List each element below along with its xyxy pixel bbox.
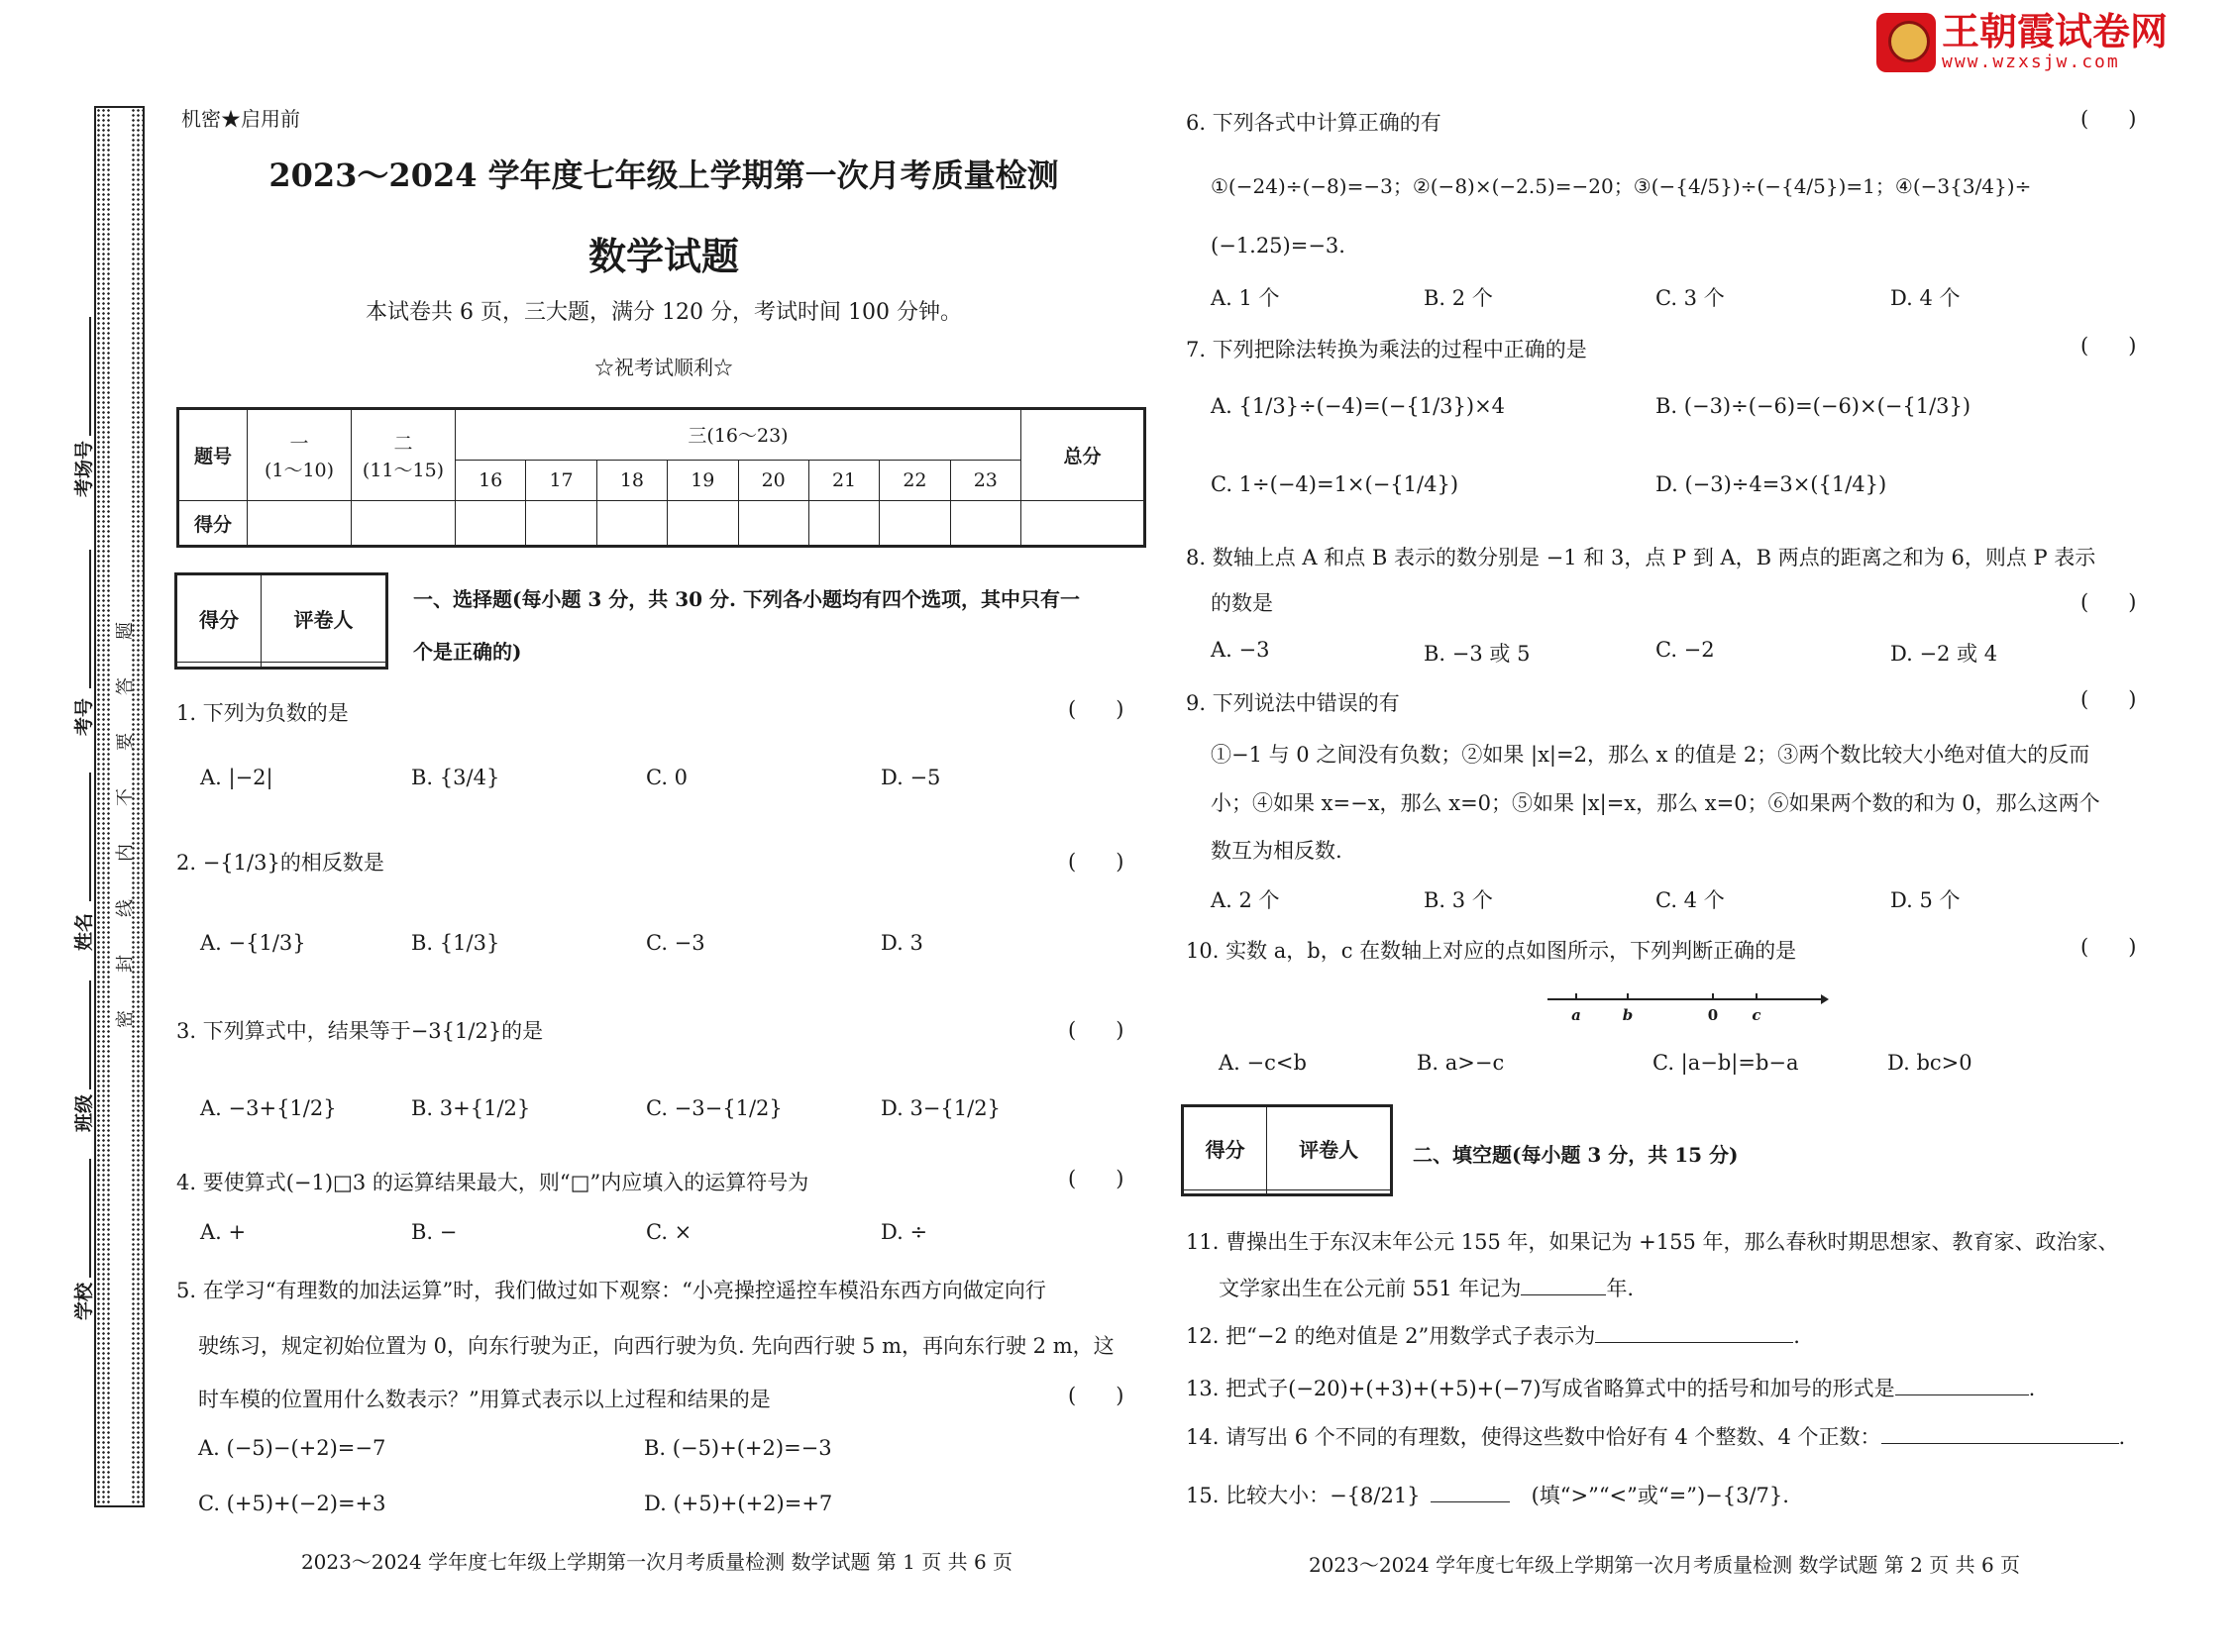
exam-title: 2023～2024 学年度七年级上学期第一次月考质量检测 xyxy=(268,156,1059,194)
score-cell[interactable] xyxy=(738,501,808,547)
q7-option-c: C. 1÷(−4)=1×(−{1/4}) xyxy=(1211,472,1459,496)
grader-box-section1 xyxy=(174,572,388,670)
q4-option-a: A. + xyxy=(200,1220,247,1244)
q5-answer-paren[interactable]: ( ) xyxy=(1068,1384,1124,1407)
tick-c xyxy=(1756,993,1758,999)
tick-zero xyxy=(1712,993,1714,999)
q6-option-a: A. 1 个 xyxy=(1211,286,1280,310)
q9-statements-line2: 小；④如果 x=−x，那么 x=0；⑤如果 |x|=x，那么 x=0；⑥如果两个数的和为 0，那么这两个 xyxy=(1211,791,2100,815)
q9-stem: 9. 下列说法中错误的有 xyxy=(1186,691,1400,715)
grader-box-section2 xyxy=(1181,1104,1393,1196)
q8-answer-paren[interactable]: ( ) xyxy=(2080,590,2137,614)
q5-option-c: C. (+5)+(−2)=+3 xyxy=(198,1492,386,1515)
section2-label: 二 xyxy=(393,432,413,455)
col-23: 23 xyxy=(950,460,1020,500)
q14-suffix: . xyxy=(2118,1425,2126,1449)
q8-option-d: D. −2 或 4 xyxy=(1890,642,1998,666)
q10-option-a: A. −c<b xyxy=(1219,1051,1307,1075)
q8-option-b: B. −3 或 5 xyxy=(1424,642,1531,666)
class-line xyxy=(89,981,91,1089)
q9-option-d: D. 5 个 xyxy=(1890,888,1961,912)
exam-number-label: 考号 xyxy=(73,698,95,737)
logo-title: 王朝霞试卷网 xyxy=(1942,10,2169,53)
q15-suffix: (填“>”“<”或“=”)−{3/7}. xyxy=(1531,1484,1789,1507)
q10-stem: 10. 实数 a，b，c 在数轴上对应的点如图所示，下列判断正确的是 xyxy=(1186,939,1797,963)
q1-option-c: C. 0 xyxy=(646,766,689,789)
score-row-label: 得分 xyxy=(178,501,248,547)
score-table xyxy=(176,407,1146,548)
q13-suffix: . xyxy=(2028,1377,2036,1400)
q13 xyxy=(1186,1373,2035,1402)
section2-title: 二、填空题(每小题 3 分，共 15 分) xyxy=(1413,1143,1739,1167)
col-16: 16 xyxy=(456,460,526,500)
grader-score-label: 得分 xyxy=(1183,1106,1267,1190)
exam-info: 本试卷共 6 页，三大题，满分 120 分，考试时间 100 分钟。 xyxy=(366,300,962,325)
total-header: 总分 xyxy=(1021,409,1145,501)
q1-answer-paren[interactable]: ( ) xyxy=(1068,697,1124,721)
q14-answer-blank[interactable] xyxy=(1881,1443,2119,1444)
q11-stem: 11. 曹操出生于东汉末年公元 155 年，如果记为 +155 年，那么春秋时期思想家、教育家、政治家、 xyxy=(1186,1230,2119,1254)
q3-option-c: C. −3−{1/2} xyxy=(646,1096,783,1120)
q5-stem-line1: 5. 在学习“有理数的加法运算”时，我们做过如下观察：“小亮操控遥控车模沿东西方向做定向行 xyxy=(176,1279,1046,1302)
q15-text: 15. 比较大小：−{8/21} xyxy=(1186,1484,1421,1507)
q1-option-a: A. |−2| xyxy=(200,766,273,789)
q6-option-b: B. 2 个 xyxy=(1424,286,1493,310)
score-cell[interactable] xyxy=(526,501,596,547)
q9-option-b: B. 3 个 xyxy=(1424,888,1493,912)
q4-answer-paren[interactable]: ( ) xyxy=(1068,1167,1124,1190)
exam-number-line xyxy=(89,550,91,688)
q3-option-d: D. 3−{1/2} xyxy=(881,1096,1001,1120)
col-20: 20 xyxy=(738,460,808,500)
seal-notice: 密封线内不要答题 xyxy=(115,584,136,1028)
q10-option-d: D. bc>0 xyxy=(1887,1051,1972,1075)
q5-option-a: A. (−5)−(+2)=−7 xyxy=(198,1436,386,1460)
q13-answer-blank[interactable] xyxy=(1895,1394,2029,1395)
q8-stem-cont: 的数是 xyxy=(1211,591,1273,615)
grader-name-label: 评卷人 xyxy=(262,574,387,663)
grader-name-label: 评卷人 xyxy=(1267,1106,1392,1190)
q6-option-d: D. 4 个 xyxy=(1890,286,1961,310)
score-cell[interactable] xyxy=(950,501,1020,547)
score-cell[interactable] xyxy=(808,501,879,547)
label-a: a xyxy=(1571,1006,1581,1024)
col-17: 17 xyxy=(526,460,596,500)
class-label: 班级 xyxy=(73,1094,95,1133)
q9-option-c: C. 4 个 xyxy=(1655,888,1725,912)
grader-name-cell[interactable] xyxy=(1267,1189,1392,1194)
q4-option-c: C. × xyxy=(646,1220,692,1244)
score-cell[interactable] xyxy=(596,501,667,547)
tick-b xyxy=(1627,993,1629,999)
q3-option-b: B. 3+{1/2} xyxy=(411,1096,531,1120)
q7-option-d: D. (−3)÷4=3×({1/4}) xyxy=(1655,472,1887,496)
logo-badge-icon xyxy=(1876,13,1936,72)
score-cell[interactable] xyxy=(456,501,526,547)
q7-stem: 7. 下列把除法转换为乘法的过程中正确的是 xyxy=(1186,338,1587,361)
q8-option-c: C. −2 xyxy=(1655,638,1715,662)
score-cell[interactable] xyxy=(352,501,456,547)
q9-answer-paren[interactable]: ( ) xyxy=(2080,687,2137,711)
q5-option-b: B. (−5)+(+2)=−3 xyxy=(644,1436,832,1460)
good-luck: ☆祝考试顺利☆ xyxy=(594,356,733,379)
col-19: 19 xyxy=(668,460,738,500)
q9-statements-line1: ①−1 与 0 之间没有负数；②如果 |x|=2，那么 x 的值是 2；③两个数比较大小绝对值大的反而 xyxy=(1211,743,2090,767)
q4-stem: 4. 要使算式(−1)□3 的运算结果最大，则“□”内应填入的运算符号为 xyxy=(176,1171,809,1194)
grader-score-cell[interactable] xyxy=(176,663,262,669)
label-zero: 0 xyxy=(1707,1006,1719,1024)
q8-option-a: A. −3 xyxy=(1211,638,1270,662)
q13-text: 13. 把式子(−20)+(+3)+(+5)+(−7)写成省略算式中的括号和加号的形式是 xyxy=(1186,1377,1895,1400)
school-label: 学校 xyxy=(73,1283,95,1321)
exam-room-line xyxy=(89,317,91,436)
grader-name-cell[interactable] xyxy=(262,663,387,669)
q1-stem: 1. 下列为负数的是 xyxy=(176,701,349,725)
q4-option-d: D. ÷ xyxy=(881,1220,928,1244)
q3-stem: 3. 下列算式中，结果等于−3{1/2}的是 xyxy=(176,1019,544,1043)
label-c: c xyxy=(1752,1006,1761,1024)
q7-option-a: A. {1/3}÷(−4)=(−{1/3})×4 xyxy=(1211,394,1506,418)
q6-answer-paren[interactable]: ( ) xyxy=(2080,107,2137,131)
section1-range: (1～10) xyxy=(264,459,335,481)
q11-text: 文学家出生在公元前 551 年记为 xyxy=(1219,1277,1522,1300)
q6-stem: 6. 下列各式中计算正确的有 xyxy=(1186,111,1441,135)
q14 xyxy=(1186,1421,2125,1451)
q6-statements: ①(−24)÷(−8)=−3；②(−8)×(−2.5)=−20；③(−{4/5})÷(−{4/5})=1；④(−3{3/4})÷ xyxy=(1211,174,2032,198)
grader-score-cell[interactable] xyxy=(1183,1189,1267,1194)
q12-suffix: . xyxy=(1793,1324,1800,1348)
q1-option-b: B. {3/4} xyxy=(411,766,500,789)
number-line xyxy=(1547,998,1825,1024)
q10-option-c: C. |a−b|=b−a xyxy=(1652,1051,1799,1075)
q12-text: 12. 把“−2 的绝对值是 2”用数学式子表示为 xyxy=(1186,1324,1596,1348)
footer-page1: 2023～2024 学年度七年级上学期第一次月考质量检测 数学试题 第 1 页 共 6 页 xyxy=(300,1550,1013,1574)
q14-text: 14. 请写出 6 个不同的有理数，使得这些数中恰好有 4 个整数、4 个正数： xyxy=(1186,1425,1881,1449)
q5-stem-line3: 时车模的位置用什么数表示？”用算式表示以上过程和结果的是 xyxy=(198,1388,771,1411)
q7-answer-paren[interactable]: ( ) xyxy=(2080,334,2137,358)
subject-title: 数学试题 xyxy=(587,234,740,278)
q2-answer-paren[interactable]: ( ) xyxy=(1068,850,1124,874)
q2-option-c: C. −3 xyxy=(646,931,705,955)
score-cell[interactable] xyxy=(668,501,738,547)
q2-stem: 2. −{1/3}的相反数是 xyxy=(176,851,384,875)
score-cell[interactable] xyxy=(880,501,950,547)
col-21: 21 xyxy=(808,460,879,500)
section1-label: 一 xyxy=(289,432,309,455)
score-cell[interactable] xyxy=(248,501,352,547)
q11-answer-blank[interactable] xyxy=(1521,1294,1606,1295)
score-cell[interactable] xyxy=(1021,501,1145,547)
q3-option-a: A. −3+{1/2} xyxy=(200,1096,337,1120)
q3-answer-paren[interactable]: ( ) xyxy=(1068,1018,1124,1042)
q2-option-b: B. {1/3} xyxy=(411,931,500,955)
section3-header: 三(16～23) xyxy=(456,409,1021,461)
col-18: 18 xyxy=(596,460,667,500)
q6-statements-cont: (−1.25)=−3. xyxy=(1211,234,1345,258)
q11-stem-cont xyxy=(1219,1273,1634,1302)
grader-score-label: 得分 xyxy=(176,574,262,663)
confidential-label: 机密★启用前 xyxy=(181,107,300,131)
label-b: b xyxy=(1622,1006,1634,1024)
q15-answer-blank[interactable] xyxy=(1431,1501,1510,1502)
section1-title-cont: 个是正确的) xyxy=(413,640,522,664)
q2-option-a: A. −{1/3} xyxy=(200,931,306,955)
q1-option-d: D. −5 xyxy=(881,766,941,789)
q4-option-b: B. − xyxy=(411,1220,458,1244)
q6-option-c: C. 3 个 xyxy=(1655,286,1725,310)
q8-stem: 8. 数轴上点 A 和点 B 表示的数分别是 −1 和 3，点 P 到 A，B 两点的距离之和为 6，则点 P 表示 xyxy=(1186,546,2096,569)
question-number-header: 题号 xyxy=(178,409,248,501)
section1-header xyxy=(248,409,352,501)
q15 xyxy=(1186,1480,1789,1509)
q12 xyxy=(1186,1320,1800,1350)
section2-header xyxy=(352,409,456,501)
q9-option-a: A. 2 个 xyxy=(1211,888,1280,912)
q5-stem-line2: 驶练习，规定初始位置为 0，向东行驶为正，向西行驶为负. 先向西行驶 5 m，再向东行驶 2 m，这 xyxy=(198,1334,1115,1358)
q12-answer-blank[interactable] xyxy=(1595,1342,1793,1343)
q5-option-d: D. (+5)+(+2)=+7 xyxy=(644,1492,833,1515)
section2-range: (11～15) xyxy=(362,459,445,481)
q10-option-b: B. a>−c xyxy=(1417,1051,1505,1075)
name-line xyxy=(89,773,91,901)
exam-room-label: 考场号 xyxy=(73,441,95,498)
logo-url: www.wzxsjw.com xyxy=(1942,52,2120,72)
q11-suffix: 年. xyxy=(1606,1277,1635,1300)
tick-a xyxy=(1575,993,1577,999)
section1-title: 一、选择题(每小题 3 分，共 30 分. 下列各小题均有四个选项，其中只有一 xyxy=(413,587,1080,611)
q7-option-b: B. (−3)÷(−6)=(−6)×(−{1/3}) xyxy=(1655,394,1971,418)
col-22: 22 xyxy=(880,460,950,500)
site-logo xyxy=(1876,12,2168,72)
school-line xyxy=(89,1159,91,1278)
q2-option-d: D. 3 xyxy=(881,931,923,955)
name-label: 姓名 xyxy=(73,913,95,952)
footer-page2: 2023～2024 学年度七年级上学期第一次月考质量检测 数学试题 第 2 页 共 6 页 xyxy=(1308,1553,2021,1577)
q9-statements-line3: 数互为相反数. xyxy=(1211,839,1342,863)
q10-answer-paren[interactable]: ( ) xyxy=(2080,935,2137,959)
